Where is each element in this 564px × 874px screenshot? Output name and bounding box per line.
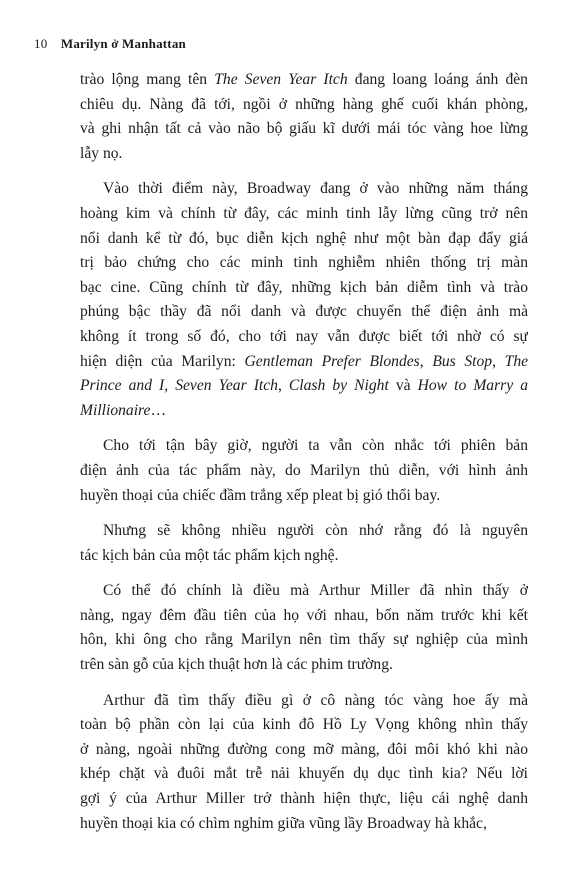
- text-line: [80, 762, 528, 787]
- text-line: [80, 579, 528, 604]
- paragraph-gap: [80, 568, 528, 579]
- text-line: [80, 177, 528, 202]
- running-header: [34, 36, 186, 52]
- text-run: khép chặt và đuôi mắt trễ nải khuyến dụ dục tình kia? Nếu lời: [80, 765, 528, 783]
- text-run: ,: [277, 377, 289, 395]
- text-line: [80, 519, 528, 544]
- text-run: Nhưng sẽ không nhiều người còn nhớ rằng đó là nguyên: [103, 522, 528, 540]
- text-run: tác kịch bản của một tác phẩm kịch nghệ.: [80, 546, 339, 564]
- text-line: [80, 459, 528, 484]
- text-run: huyền thoại của chiếc đầm trắng xếp pleat bị gió thổi bay.: [80, 486, 441, 504]
- paragraph: [80, 68, 528, 166]
- paragraph: [80, 177, 528, 423]
- running-title: Marilyn ở Manhattan: [60, 36, 186, 51]
- paragraph-gap: [80, 166, 528, 177]
- text-line: [80, 374, 528, 399]
- text-run: phúng bậc thầy đã nổi danh và được chuyển thể điện ảnh mà: [80, 303, 528, 321]
- paragraph-gap: [80, 508, 528, 519]
- italic-title: Clash by Night: [288, 377, 389, 395]
- text-line: [80, 227, 528, 252]
- text-run: hiện diện của Marilyn:: [80, 352, 245, 370]
- paragraph: [80, 579, 528, 677]
- text-line: [80, 276, 528, 301]
- italic-title: The Seven Year Itch: [214, 71, 348, 88]
- text-run: hoàng kim và chính từ đây, các minh tinh lẫy lừng cũng trở nên: [80, 204, 528, 222]
- italic-title: Bus Stop: [432, 352, 493, 370]
- text-line: [80, 689, 528, 714]
- italic-title: Gentleman Prefer Blondes: [244, 352, 420, 370]
- text-line: [80, 142, 528, 167]
- text-line: [80, 787, 528, 812]
- text-run: ,: [419, 352, 433, 370]
- text-run: ở nàng, ngoài những đường cong mỡ màng, đôi môi khó khi nào: [80, 740, 528, 758]
- text-line: [80, 628, 528, 653]
- text-run: đang loang loáng ánh đèn: [347, 71, 528, 88]
- text-run: Cho tới tận bây giờ, người ta vẫn còn nhắc tới phiên bản: [103, 437, 528, 455]
- text-run: và: [388, 377, 418, 395]
- text-line: [80, 604, 528, 629]
- text-run: nổi danh kể từ đó, bục diễn kịch nghệ như một bàn đạp đẩy giá: [80, 229, 528, 247]
- text-run: và ghi nhận tất cả vào não bộ giấu kĩ dưới mái tóc vàng hoe lừng: [80, 120, 528, 138]
- text-line: [80, 713, 528, 738]
- text-line: [80, 399, 528, 424]
- text-line: [80, 812, 528, 837]
- text-line: [80, 93, 528, 118]
- text-run: gợi ý của Arthur Miller trở thành hiện thực, liệu cái nghệ danh: [80, 790, 528, 808]
- text-run: hôn, khi ông cho rằng Marilyn nên tìm thấy sự nghiệp của mình: [80, 631, 528, 649]
- text-line: [80, 117, 528, 142]
- paragraph: [80, 689, 528, 837]
- text-line: [80, 325, 528, 350]
- text-run: Vào thời điểm này, Broadway đang ở vào những năm tháng: [103, 180, 528, 198]
- italic-title: Seven Year Itch: [175, 377, 278, 395]
- text-run: điện ảnh của tác phẩm này, do Marilyn thủ diễn, với hình ảnh: [80, 461, 528, 479]
- italic-title: The: [504, 352, 528, 370]
- text-line: [80, 653, 528, 678]
- text-run: Có thể đó chính là điều mà Arthur Miller đã nhìn thấy ở: [103, 582, 528, 600]
- text-run: chiêu dụ. Nàng đã tới, ngồi ở những hàng ghế cuối khán phòng,: [80, 95, 528, 113]
- text-run: trào lộng mang tên: [80, 71, 215, 88]
- italic-title: How to Marry a: [417, 377, 528, 395]
- text-line: [80, 350, 528, 375]
- page-number: 10: [34, 36, 48, 51]
- text-line: [80, 544, 528, 569]
- text-run: trị bảo chứng cho các minh tinh nghiễm nhiên thống trị màn: [80, 254, 528, 272]
- text-run: ,: [164, 377, 176, 395]
- text-run: Arthur đã tìm thấy điều gì ở cô nàng tóc vàng hoe ấy mà: [103, 691, 528, 709]
- paragraph-gap: [80, 423, 528, 434]
- paragraph-gap: [80, 678, 528, 689]
- text-line: [80, 484, 528, 509]
- text-line: [80, 434, 528, 459]
- text-line: [80, 68, 528, 93]
- text-run: lẫy nọ.: [80, 144, 123, 162]
- text-run: không ít trong số đó, cho tới nay vẫn được biết tới nhờ có sự: [80, 327, 528, 345]
- text-line: [80, 738, 528, 763]
- text-line: [80, 300, 528, 325]
- text-run: nàng, ngay đêm đầu tiên của họ với nhau, bốn năm trước khi kết: [80, 606, 528, 624]
- text-run: trên sàn gỗ của kịch thuật hơn là các phim trường.: [80, 656, 393, 674]
- text-run: bạc cine. Cũng chính từ đây, những kịch bản diễm tình và trào: [80, 278, 528, 296]
- paragraph: [80, 434, 528, 508]
- body-text: [80, 68, 528, 836]
- text-run: huyền thoại kia có chìm nghỉm giữa vũng lầy Broadway hà khắc,: [80, 814, 487, 832]
- text-line: [80, 251, 528, 276]
- paragraph: [80, 519, 528, 568]
- italic-title: Millionaire: [80, 401, 151, 419]
- text-run: toàn bộ phần còn lại của kinh đô Hồ Ly Vọng không nhìn thấy: [80, 716, 528, 734]
- text-line: [80, 202, 528, 227]
- text-run: ,: [492, 352, 505, 370]
- text-run: …: [150, 401, 167, 419]
- italic-title: Prince and I: [80, 377, 165, 395]
